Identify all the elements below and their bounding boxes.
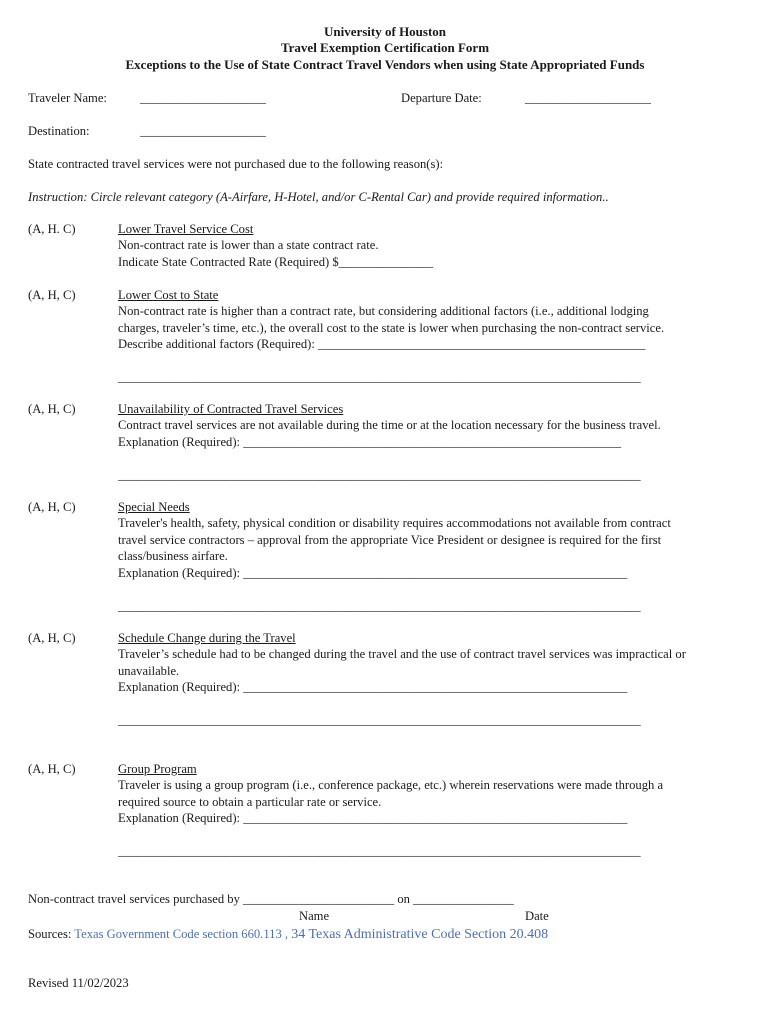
departure-date-label: Departure Date: xyxy=(401,91,482,105)
reason-block xyxy=(118,221,758,270)
departure-date-field[interactable]: ____________________ xyxy=(525,91,651,105)
reason-line: Traveler’s schedule had to be changed during the travel and the use of contract travel services was impractical or xyxy=(118,647,686,662)
explanation-extra-line[interactable]: ___________________________________________________________________________________ xyxy=(118,599,641,613)
intro-text: State contracted travel services were not purchased due to the following reason(s): xyxy=(28,157,444,171)
reason-line[interactable]: Indicate State Contracted Rate (Required) $_______________ xyxy=(118,254,434,269)
reason-title: Lower Cost to State xyxy=(118,288,219,302)
revised-date: Revised 11/02/2023 xyxy=(28,976,129,990)
reason-category[interactable]: (A, H, C) xyxy=(28,631,76,645)
reason-line: class/business airfare. xyxy=(118,549,228,564)
sources-line xyxy=(28,926,548,943)
reason-title: Unavailability of Contracted Travel Services xyxy=(118,402,344,416)
purchased-by-line[interactable]: Non-contract travel services purchased by ________________________ on ________________ xyxy=(28,892,514,906)
reason-line[interactable]: Explanation (Required): _____________________________________________________________ xyxy=(118,811,628,826)
destination-field[interactable]: ____________________ xyxy=(140,124,266,138)
explanation-extra-line[interactable]: ___________________________________________________________________________________ xyxy=(118,468,641,482)
reason-title: Special Needs xyxy=(118,500,190,514)
reason-block xyxy=(118,287,758,353)
reason-category[interactable]: (A, H. C) xyxy=(28,222,76,236)
reason-category[interactable]: (A, H, C) xyxy=(28,762,76,776)
reason-line[interactable]: Explanation (Required): _____________________________________________________________ xyxy=(118,565,628,580)
reason-title: Schedule Change during the Travel xyxy=(118,631,296,645)
reason-block xyxy=(118,499,758,581)
reason-line[interactable]: Explanation (Required): _____________________________________________________________ xyxy=(118,680,628,695)
reason-line: Non-contract rate is higher than a contract rate, but considering additional factors (i.e., additional lodging xyxy=(118,304,649,319)
reason-line[interactable]: Explanation (Required): ____________________________________________________________ xyxy=(118,434,622,449)
traveler-name-field[interactable]: ____________________ xyxy=(140,91,266,105)
reason-line: Traveler's health, safety, physical condition or disability requires accommodations not available from contract xyxy=(118,516,671,531)
reason-title: Lower Travel Service Cost xyxy=(118,222,254,236)
reason-line: travel service contractors – approval from the appropriate Vice President or designee is required for the first xyxy=(118,532,662,547)
name-caption: Name xyxy=(299,909,330,923)
reason-category[interactable]: (A, H, C) xyxy=(28,500,76,514)
instruction-text: Instruction: Circle relevant category (A-Airfare, H-Hotel, and/or C-Rental Car) and provide required information.. xyxy=(28,190,609,204)
reason-block xyxy=(118,761,758,827)
reason-line: required source to obtain a particular rate or service. xyxy=(118,794,382,809)
reason-line: unavailable. xyxy=(118,663,180,678)
reason-line: Traveler is using a group program (i.e., conference package, etc.) wherein reservations were made through a xyxy=(118,778,664,793)
reason-line: Contract travel services are not available during the time or at the location necessary for the business travel. xyxy=(118,418,661,433)
explanation-extra-line[interactable]: ___________________________________________________________________________________ xyxy=(118,370,641,384)
form-title: Travel Exemption Certification Form xyxy=(280,40,490,55)
date-caption: Date xyxy=(525,909,549,923)
reason-line: charges, traveler’s time, etc.), the overall cost to the state is lower when purchasing the non-contract service. xyxy=(118,320,665,335)
reason-line: Non-contract rate is lower than a state contract rate. xyxy=(118,238,379,253)
source-link-gov-code[interactable]: Texas Government Code section 660.113 , xyxy=(74,927,289,941)
reason-category[interactable]: (A, H, C) xyxy=(28,402,76,416)
reason-block xyxy=(118,401,758,450)
reason-line[interactable]: Describe additional factors (Required): ____________________________________________________ xyxy=(118,337,646,352)
form-subtitle: Exceptions to the Use of State Contract Travel Vendors when using State Appropriated Funds xyxy=(125,57,645,72)
university-title: University of Houston xyxy=(323,24,447,39)
explanation-extra-line[interactable]: ___________________________________________________________________________________ xyxy=(118,713,641,727)
reason-category[interactable]: (A, H, C) xyxy=(28,288,76,302)
traveler-name-label: Traveler Name: xyxy=(28,91,107,105)
sources-label: Sources: xyxy=(28,927,72,941)
reason-title: Group Program xyxy=(118,762,197,776)
reason-block xyxy=(118,630,758,696)
explanation-extra-line[interactable]: ___________________________________________________________________________________ xyxy=(118,844,641,858)
source-link-admin-code[interactable]: 34 Texas Administrative Code Section 20.408 xyxy=(291,927,549,942)
destination-label: Destination: xyxy=(28,124,90,138)
